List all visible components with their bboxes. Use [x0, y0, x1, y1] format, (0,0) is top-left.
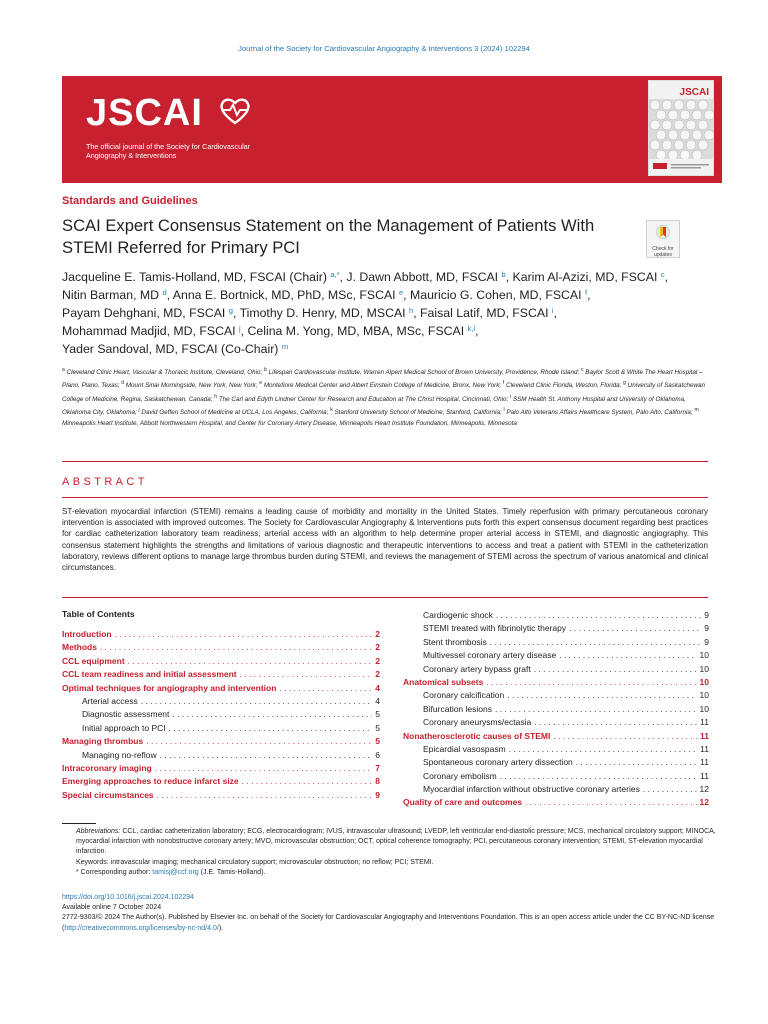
- toc-leader-dots: [495, 703, 697, 716]
- toc-subsection-link[interactable]: [62, 708, 380, 721]
- toc-section-link[interactable]: [403, 796, 709, 809]
- toc-entry-label: Optimal techniques for angiography and intervention: [62, 682, 277, 693]
- toc-page-number: 10: [699, 676, 709, 687]
- copyright-text: 2772-9303/© 2024 The Author(s). Published by Elsevier Inc. on behalf of the Society for Cardiovascular Angiography and Interventions Foundation. This is an open access article under the CC BY-NC-ND license (: [62, 914, 715, 932]
- toc-entry-label: Anatomical subsets: [403, 676, 484, 687]
- corresponding-note: [62, 868, 722, 878]
- affiliation-text: Palo Alto Veterans Affairs Healthcare System, Palo Alto, California;: [506, 409, 693, 417]
- affiliation-text: Cleveland Clinic Florida, Weston, Florida;: [506, 382, 622, 390]
- toc-leader-dots: [486, 676, 696, 689]
- toc-leader-dots: [172, 708, 372, 721]
- author-name-text: Payam Dehghani, MD, FSCAI: [62, 306, 226, 321]
- author-separator: ,: [339, 270, 343, 284]
- affiliation-marker: a: [62, 367, 65, 373]
- author-affiliation-marker[interactable]: e: [399, 288, 404, 298]
- toc-entry-label: Managing thrombus: [62, 736, 144, 747]
- journal-citation: Journal of the Society for Cardiovascular Angiography & Interventions 3 (2024) 102294: [238, 44, 530, 53]
- toc-entry-label: Epicardial vasospasm: [423, 743, 506, 754]
- toc-page-number: 4: [375, 682, 380, 693]
- journal-banner: [62, 76, 722, 183]
- toc-leader-dots: [141, 695, 373, 708]
- toc-subsection-link[interactable]: [403, 743, 709, 756]
- affiliations: [62, 365, 708, 429]
- divider-toc: [62, 597, 708, 598]
- toc-page-number: 7: [375, 762, 380, 773]
- journal-tagline: The official journal of the Society for Cardiovascular Angiography & Interventions: [86, 142, 251, 160]
- toc-section-link[interactable]: [403, 730, 709, 743]
- toc-page-number: 8: [375, 776, 380, 787]
- toc-page-number: 10: [699, 690, 709, 701]
- author-affiliation-marker[interactable]: k,l: [467, 324, 476, 334]
- toc-entry-label: Stent thrombosis: [423, 636, 487, 647]
- toc-page-number: 10: [699, 650, 709, 661]
- author-affiliation-marker[interactable]: j: [239, 324, 241, 334]
- toc-page-number: 12: [699, 784, 709, 795]
- author-separator: ,: [664, 270, 668, 284]
- toc-subsection-link[interactable]: [403, 756, 709, 769]
- toc-entry-label: Initial approach to PCI: [82, 722, 166, 733]
- toc-left-column: [62, 628, 380, 802]
- toc-leader-dots: [115, 628, 373, 641]
- affiliation-text: Minneapolis Heart Institute, Abbott Northwestern Hospital, and Center for Coronary Artery Disease, Minneapolis Heart Institute Foundation, Minneapolis, Minnesota: [62, 419, 517, 427]
- toc-leader-dots: [490, 636, 701, 649]
- affiliation-marker: b: [264, 367, 267, 373]
- toc-leader-dots: [569, 622, 701, 635]
- toc-page-number: 2: [375, 669, 380, 680]
- toc-leader-dots: [155, 762, 373, 775]
- author-name: [62, 306, 236, 320]
- abbreviations-text: CCL, cardiac catheterization laboratory; ECG, electrocardiogram; IVUS, intravascular ultrasound; LVEDP, left ventricular end-diastolic pressure; MCS, mechanical circulatory support; MINOCA, myocardial infarction with nonobstructive coronary artery; MVO, microvascular obstruction; OCT, optical coherence tomography; PCI, percutaneous coronary intervention; STEMI, ST-elevation myocardial infarction.: [76, 828, 716, 856]
- affiliation-marker: f: [502, 380, 505, 387]
- toc-page-number: 11: [700, 730, 709, 741]
- toc-page-number: 5: [375, 722, 380, 733]
- toc-subsection-link[interactable]: [403, 783, 709, 796]
- toc-page-number: 5: [375, 736, 380, 747]
- toc-right-column: [403, 609, 709, 810]
- toc-leader-dots: [525, 796, 697, 809]
- toc-entry-label: Intracoronary imaging: [62, 762, 152, 773]
- author-affiliation-marker[interactable]: c: [660, 270, 665, 279]
- toc-page-number: 9: [704, 636, 709, 647]
- toc-entry-label: Cardiogenic shock: [423, 610, 493, 620]
- toc-entry-label: CCL equipment: [62, 655, 125, 666]
- author-name-text: Jacqueline E. Tamis-Holland, MD, FSCAI (Chair): [62, 270, 327, 284]
- author-name-text: Nitin Barman, MD: [62, 288, 160, 303]
- author-name-text: Anna E. Bortnick, MD, PhD, MSc, FSCAI: [172, 288, 396, 303]
- article-title: SCAI Expert Consensus Statement on the Management of Patients With STEMI Referred for Primary PCI: [62, 216, 595, 257]
- toc-entry-label: Nonatherosclerotic causes of STEMI: [403, 730, 551, 741]
- affiliation-marker: m: [694, 407, 699, 414]
- author-separator: ,: [475, 324, 479, 339]
- toc-page-number: 10: [699, 703, 709, 714]
- toc-entry-label: CCL team readiness and initial assessment: [62, 669, 237, 680]
- author-separator: ,: [553, 306, 558, 321]
- affiliation-marker: k: [330, 407, 333, 414]
- author-separator: ,: [240, 324, 245, 339]
- toc-section-link[interactable]: [62, 762, 380, 775]
- toc-entry-label: Introduction: [62, 629, 112, 639]
- author-name: [410, 288, 590, 302]
- affiliation-text: Lifespan Cardiovascular Institute, Warren Alpert Medical School of Brown University, Providence, Rhode Island;: [268, 369, 580, 377]
- affiliation-text: University of Saskatchewan College of Medicine, Regina, Saskatchewan, Canada;: [62, 382, 706, 403]
- toc-entry-label: Coronary artery bypass graft: [423, 663, 531, 674]
- toc-leader-dots: [100, 641, 372, 654]
- author-separator: ,: [232, 306, 237, 321]
- cover-logo: JSCAI: [679, 87, 709, 98]
- affiliation-text: Stanford University School of Medicine, Stanford, California;: [334, 409, 502, 417]
- toc-entry-label: Emerging approaches to reduce infarct size: [62, 776, 239, 787]
- author-name-text: Timothy D. Henry, MD, MSCAI: [239, 306, 406, 321]
- toc-section-link[interactable]: [62, 789, 380, 802]
- copyright-end: ).: [218, 924, 224, 932]
- toc-entry-label: Diagnostic assessment: [82, 709, 170, 720]
- abstract-heading: ABSTRACT: [62, 476, 148, 488]
- toc-section-link[interactable]: [62, 682, 380, 695]
- affiliation-marker: h: [214, 393, 218, 400]
- toc-entry-label: Managing no-reflow: [82, 749, 157, 760]
- corresponding-name: (J.E. Tamis-Holland).: [200, 868, 266, 876]
- toc-entry-label: Bifurcation lesions: [423, 703, 492, 714]
- affiliation-text: Baylor Scott & White The Heart Hospital – Plano, Plano, Texas;: [62, 369, 703, 390]
- author-affiliation-marker[interactable]: d: [162, 288, 167, 298]
- toc-subsection-link[interactable]: [403, 703, 709, 716]
- affiliation-text: Montefiore Medical Center and Albert Einstein College of Medicine, Bronx, New York;: [263, 382, 502, 390]
- toc-page-number: 12: [699, 797, 709, 808]
- crossmark-icon: [656, 224, 670, 240]
- affiliation-marker: j: [138, 407, 140, 414]
- author-name-text: Mauricio G. Cohen, MD, FSCAI: [410, 288, 582, 303]
- copyright-notice: [62, 913, 722, 933]
- author-name: [173, 288, 407, 302]
- toc-entry-label: Methods: [62, 642, 97, 653]
- author-affiliation-marker[interactable]: f: [584, 288, 588, 298]
- toc-leader-dots: [242, 775, 373, 788]
- affiliation-text: SSM Health St. Anthony Hospital and University of Oklahoma, Oklahoma City, Oklahoma;: [62, 395, 686, 417]
- toc-subsection-link[interactable]: [403, 663, 709, 676]
- affiliation-marker: c: [581, 367, 584, 373]
- toc-page-number: 10: [699, 663, 709, 674]
- toc-section-link[interactable]: [62, 775, 380, 788]
- toc-entry-label: Spontaneous coronary artery dissection: [423, 757, 573, 768]
- toc-entry-label: Multivessel coronary artery disease: [423, 650, 557, 661]
- cover-footer-mark: [653, 161, 711, 171]
- heart-logo-icon: [218, 96, 252, 126]
- author-name: [420, 306, 557, 320]
- author-name-text: Celina M. Yong, MD, MBA, MSc, FSCAI: [247, 324, 465, 339]
- author-name: [248, 324, 479, 338]
- toc-leader-dots: [279, 682, 372, 695]
- author-name-text: Mohammad Madjid, MD, FSCAI: [62, 324, 236, 339]
- toc-leader-dots: [576, 756, 697, 769]
- article-type: Standards and Guidelines: [62, 195, 198, 207]
- footnotes: [62, 827, 722, 878]
- doi-link[interactable]: https://doi.org/10.1016/j.jscai.2024.102294: [62, 894, 194, 901]
- author-name: [62, 288, 170, 302]
- toc-entry-label: Myocardial infarction without obstructive coronary arteries: [423, 784, 640, 795]
- author-name: [62, 270, 343, 284]
- toc-page-number: 9: [375, 789, 380, 800]
- toc-leader-dots: [128, 655, 373, 668]
- toc-page-number: 2: [375, 642, 380, 653]
- toc-page-number: 2: [375, 629, 380, 639]
- affiliation-text: The Carl and Edyth Lindner Center for Research and Education at The Christ Hospital, Cincinnati, Ohio;: [218, 395, 509, 403]
- toc-leader-dots: [496, 609, 701, 622]
- author-affiliation-marker[interactable]: m: [281, 342, 289, 352]
- check-for-updates-button[interactable]: [646, 220, 680, 258]
- toc-section-link[interactable]: [403, 676, 709, 689]
- toc-subsection-link[interactable]: [403, 689, 709, 702]
- toc-page-number: 11: [700, 717, 709, 728]
- author-affiliation-marker[interactable]: g: [228, 306, 233, 316]
- toc-page-number: 4: [375, 695, 380, 706]
- toc-leader-dots: [500, 770, 697, 783]
- toc-subsection-link[interactable]: [62, 722, 380, 735]
- doi-block: [62, 893, 722, 934]
- cover-mesh-image: [649, 99, 714, 159]
- abbreviations-note: [62, 827, 722, 858]
- divider-top: [62, 461, 708, 462]
- abstract-text: ST-elevation myocardial infarction (STEMI) remains a leading cause of morbidity and mortality in the United States. Timely reperfusion with primary percutaneous coronary intervention is associated with improved outcomes. The Society for Cardiovascular Angiography & Interventions puts forth this expert consensus document regarding best practices for cardiac catheterization laboratory team readiness, arterial access with an algorithm to help determine proper arterial access in STEMI, and diagnostic angiography. This consensus statement highlights the strengths and limitations of various diagnostic and therapeutic interventions to access and treat a patient with STEMI in the catheterization laboratory, reviews different options to manage large thrombus burden during STEMI, and reviews the management of STEMI across the spectrum of various anatomical and clinical circumstances.: [62, 507, 708, 573]
- author-name-text: Faisal Latif, MD, FSCAI: [420, 306, 549, 321]
- affiliation-marker: g: [623, 380, 626, 387]
- toc-leader-dots: [643, 783, 697, 796]
- author-name: [62, 342, 288, 356]
- toc-page-number: 6: [375, 749, 380, 760]
- toc-leader-dots: [507, 689, 696, 702]
- corresponding-email-link[interactable]: tamisj@ccf.org: [152, 868, 199, 876]
- toc-page-number: 9: [704, 610, 709, 620]
- toc-subsection-link[interactable]: [403, 716, 709, 729]
- toc-title: Table of Contents: [62, 609, 135, 619]
- affiliation-text: David Geffen School of Medicine at UCLA, Los Angeles, California;: [141, 409, 329, 417]
- keywords-text: intravascular imaging; mechanical circulatory support; microvascular obstruction; no reflow; PCI; STEMI.: [110, 858, 434, 866]
- toc-leader-dots: [509, 743, 697, 756]
- author-affiliation-marker[interactable]: a,*: [330, 270, 340, 279]
- toc-entry-label: STEMI treated with fibrinolytic therapy: [423, 623, 567, 634]
- toc-leader-dots: [559, 649, 696, 662]
- toc-subsection-link[interactable]: [62, 695, 380, 708]
- keywords-note: [62, 858, 722, 868]
- toc-leader-dots: [534, 716, 697, 729]
- check-for-updates-label: Check for updates: [652, 246, 674, 258]
- author-name-text: Karim Al-Azizi, MD, FSCAI: [512, 270, 658, 284]
- author-name: [240, 306, 417, 320]
- toc-leader-dots: [553, 730, 697, 743]
- divider-abstract: [62, 497, 708, 498]
- author-separator: ,: [587, 288, 591, 303]
- toc-subsection-link[interactable]: [403, 649, 709, 662]
- journal-logo: JSCAI: [86, 92, 203, 134]
- journal-cover-thumbnail: [648, 80, 714, 176]
- toc-entry-label: Coronary calcification: [423, 690, 505, 701]
- toc-leader-dots: [157, 789, 373, 802]
- toc-page-number: 9: [704, 623, 709, 634]
- toc-section-link[interactable]: [62, 735, 380, 748]
- toc-page-number: 11: [700, 743, 709, 754]
- toc-leader-dots: [146, 735, 372, 748]
- toc-leader-dots: [160, 749, 373, 762]
- affiliation-marker: d: [121, 380, 125, 387]
- toc-section-link[interactable]: [62, 655, 380, 668]
- toc-subsection-link[interactable]: [62, 749, 380, 762]
- abbreviations-label: Abbreviations:: [76, 828, 121, 835]
- toc-leader-dots: [534, 663, 697, 676]
- toc-page-number: 2: [375, 655, 380, 666]
- toc-entry-label: Quality of care and outcomes: [403, 797, 523, 808]
- corresponding-label: * Corresponding author:: [76, 868, 151, 876]
- affiliation-marker: i: [510, 393, 512, 400]
- author-affiliation-marker[interactable]: h: [409, 306, 414, 316]
- toc-subsection-link[interactable]: [403, 609, 709, 622]
- affiliation-text: Mount Sinai Morningside, New York, New York;: [125, 382, 258, 390]
- author-name: [513, 270, 668, 284]
- toc-entry-label: Coronary embolism: [423, 770, 497, 781]
- license-link[interactable]: http://creativecommons.org/licenses/by-nc-nd/4.0/: [64, 924, 219, 932]
- author-separator: ,: [166, 288, 171, 303]
- toc-page-number: 11: [700, 757, 709, 768]
- author-affiliation-marker[interactable]: b: [501, 270, 506, 279]
- toc-subsection-link[interactable]: [403, 636, 709, 649]
- toc-entry-label: Special circumstances: [62, 789, 154, 800]
- author-separator: ,: [403, 288, 407, 303]
- available-online: Available online 7 October 2024: [62, 904, 162, 912]
- footnote-rule: [62, 823, 96, 824]
- toc-leader-dots: [240, 668, 373, 681]
- affiliation-marker: e: [259, 380, 263, 387]
- author-affiliation-marker[interactable]: i: [551, 306, 554, 316]
- affiliation-text: Cleveland Clinic Heart, Vascular & Thoracic Institute, Cleveland, Ohio;: [66, 369, 263, 377]
- author-separator: ,: [505, 270, 510, 284]
- author-name-text: J. Dawn Abbott, MD, FSCAI: [346, 270, 499, 284]
- toc-page-number: 11: [700, 770, 709, 781]
- toc-leader-dots: [169, 722, 373, 735]
- toc-subsection-link[interactable]: [403, 770, 709, 783]
- author-name: [62, 324, 244, 338]
- toc-entry-label: Arterial access: [82, 695, 138, 706]
- toc-section-link[interactable]: [62, 641, 380, 654]
- toc-section-link[interactable]: [62, 668, 380, 681]
- author-list: [62, 268, 672, 358]
- keywords-label: Keywords:: [76, 858, 109, 866]
- author-name-text: Yader Sandoval, MD, FSCAI (Co-Chair): [62, 342, 279, 357]
- author-separator: ,: [413, 306, 417, 321]
- affiliation-marker: l: [503, 407, 505, 414]
- author-name: [346, 270, 509, 284]
- toc-subsection-link[interactable]: [403, 622, 709, 635]
- toc-section-link[interactable]: [62, 628, 380, 641]
- toc-page-number: 5: [375, 709, 380, 720]
- toc-entry-label: Coronary aneurysms/ectasia: [423, 717, 532, 728]
